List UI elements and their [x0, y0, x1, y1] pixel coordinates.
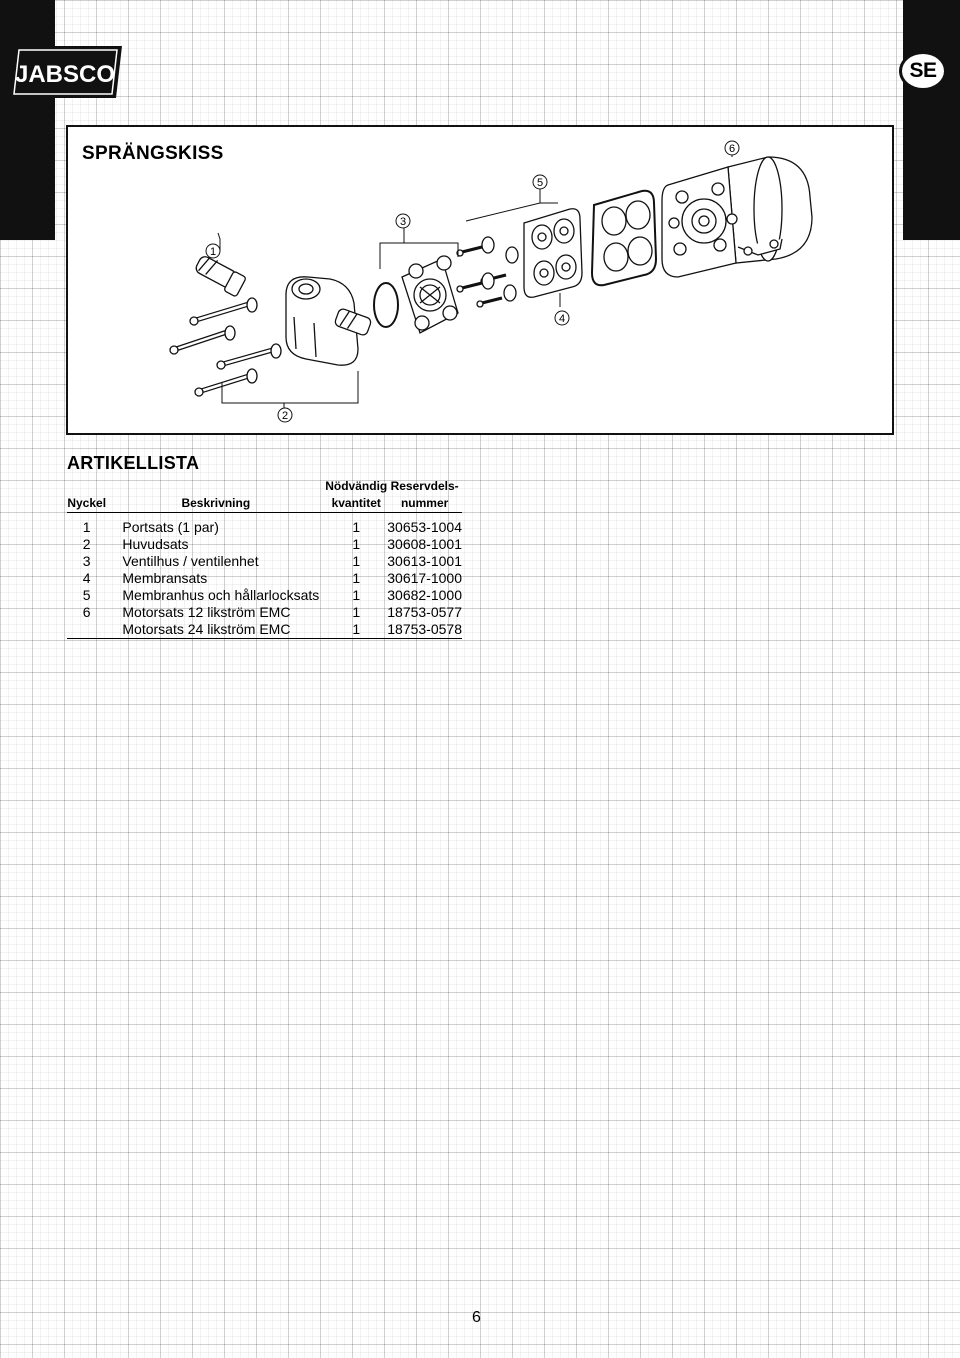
jabsco-logo	[10, 44, 124, 100]
o-ring-part	[374, 283, 398, 327]
diaphragm-part	[524, 209, 582, 298]
row-quantity: 1	[352, 519, 361, 535]
header-quantity	[325, 478, 387, 513]
row-part-number: 30617-1000	[387, 570, 462, 586]
row-key: 2	[82, 536, 91, 552]
table-row	[67, 553, 462, 570]
row-quantity: 1	[352, 553, 361, 569]
row-quantity: 1	[352, 587, 361, 603]
row-description: Portsats (1 par)	[122, 519, 219, 535]
header-quantity-line1: Nödvändig	[325, 479, 388, 493]
table-row	[67, 604, 462, 621]
table-row	[67, 587, 462, 604]
header-part-number	[387, 478, 462, 513]
header-quantity-line2: kvantitet	[331, 496, 381, 510]
right-black-bar	[903, 0, 960, 240]
row-quantity: 1	[352, 570, 361, 586]
callout-4-label: 4	[558, 313, 566, 325]
row-description: Membransats	[122, 570, 208, 586]
long-screws-part	[170, 298, 281, 396]
small-screws-part	[457, 237, 518, 307]
table-header-row	[67, 478, 462, 513]
header-part-line1: Reservdels-	[390, 479, 459, 493]
row-key: 4	[82, 570, 91, 586]
table-row	[67, 621, 462, 639]
row-key	[67, 621, 106, 639]
language-badge: SE	[899, 51, 947, 91]
exploded-view-frame	[66, 125, 894, 435]
parts-list-table	[67, 478, 462, 639]
motor-part	[662, 157, 812, 277]
row-key: 6	[82, 604, 91, 620]
row-quantity: 1	[352, 604, 361, 620]
parts-list-title: ARTIKELLISTA	[67, 453, 200, 473]
table-row	[67, 513, 462, 537]
row-description: Huvudsats	[122, 536, 189, 552]
callout-1-label: 1	[209, 246, 217, 258]
row-part-number: 30653-1004	[387, 519, 462, 535]
callout-5-label: 5	[536, 177, 544, 189]
diaphragm-housing-part	[592, 191, 656, 286]
row-description: Ventilhus / ventilenhet	[122, 553, 259, 569]
row-key: 1	[82, 519, 91, 535]
row-part-number: 30613-1001	[387, 553, 462, 569]
callout-6-label: 6	[728, 143, 736, 155]
diagram-title: SPRÄNGSKISS	[82, 143, 224, 164]
row-key: 3	[82, 553, 91, 569]
left-black-bar	[0, 0, 55, 240]
row-quantity: 1	[352, 536, 361, 552]
row-description: Motorsats 24 likström EMC	[122, 621, 291, 637]
table-row	[67, 570, 462, 587]
header-description: Beskrivning	[181, 496, 251, 510]
header-key: Nyckel	[67, 496, 107, 510]
callout-3-label: 3	[399, 216, 407, 228]
header-part-line2: nummer	[400, 496, 449, 510]
pump-head-part	[286, 277, 372, 365]
exploded-view-diagram	[68, 127, 892, 433]
row-part-number: 30682-1000	[387, 587, 462, 603]
port-fitting-part	[194, 255, 246, 297]
row-quantity: 1	[352, 621, 361, 637]
row-part-number: 18753-0577	[387, 604, 462, 620]
table-row	[67, 536, 462, 553]
row-part-number: 30608-1001	[387, 536, 462, 552]
row-part-number: 18753-0578	[387, 621, 462, 637]
row-key: 5	[82, 587, 91, 603]
row-description: Motorsats 12 likström EMC	[122, 604, 291, 620]
row-description: Membranhus och hållarlocksats	[122, 587, 320, 603]
brand-text: JABSCO	[14, 61, 116, 88]
callout-2-label: 2	[281, 410, 289, 422]
page-number: 6	[472, 1309, 481, 1326]
valve-housing-part	[402, 256, 458, 333]
